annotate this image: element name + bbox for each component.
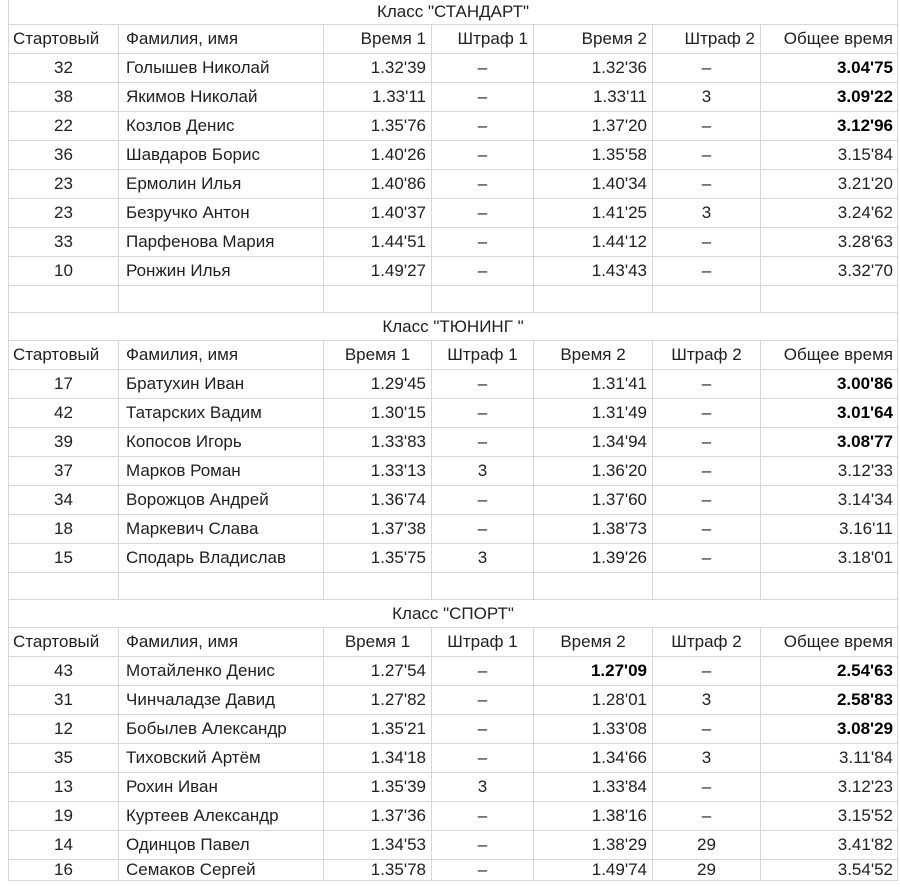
time-2-cell: 1.38'73 <box>534 515 653 544</box>
total-time-cell: 3.28'63 <box>761 228 898 257</box>
start-number-cell: 37 <box>9 457 119 486</box>
total-time-cell: 3.01'64 <box>761 399 898 428</box>
time-2-cell: 1.39'26 <box>534 544 653 573</box>
empty-separator-cell <box>761 286 898 313</box>
penalty-2-cell: – <box>653 170 761 199</box>
time-2-cell: 1.41'25 <box>534 199 653 228</box>
results-table-sport <box>8 600 898 881</box>
empty-separator-cell <box>119 573 324 600</box>
time-2-cell: 1.35'58 <box>534 141 653 170</box>
time-1-cell: 1.35'21 <box>324 715 432 744</box>
results-table-standart <box>8 0 898 313</box>
driver-name-cell: Бобылев Александр <box>119 715 324 744</box>
time-1-cell: 1.32'39 <box>324 54 432 83</box>
empty-separator-cell <box>324 286 432 313</box>
penalty-2-cell: 3 <box>653 199 761 228</box>
penalty-2-cell: 29 <box>653 831 761 860</box>
time-2-cell: 1.38'16 <box>534 802 653 831</box>
driver-name-cell: Парфенова Мария <box>119 228 324 257</box>
penalty-1-cell: – <box>432 141 534 170</box>
penalty-2-cell: – <box>653 544 761 573</box>
penalty-1-cell: – <box>432 686 534 715</box>
penalty-2-cell: – <box>653 457 761 486</box>
start-number-cell: 13 <box>9 773 119 802</box>
time-2-cell: 1.32'36 <box>534 54 653 83</box>
time-2-cell: 1.31'49 <box>534 399 653 428</box>
empty-separator-cell <box>9 286 119 313</box>
time-2-cell: 1.28'01 <box>534 686 653 715</box>
column-header-start-number: Стартовый <box>9 628 119 657</box>
driver-name-cell: Козлов Денис <box>119 112 324 141</box>
total-time-cell: 3.16'11 <box>761 515 898 544</box>
time-1-cell: 1.27'54 <box>324 657 432 686</box>
time-1-cell: 1.29'45 <box>324 370 432 399</box>
total-time-cell: 3.09'22 <box>761 83 898 112</box>
start-number-cell: 15 <box>9 544 119 573</box>
time-1-cell: 1.40'26 <box>324 141 432 170</box>
driver-name-cell: Куртеев Александр <box>119 802 324 831</box>
penalty-1-cell: – <box>432 831 534 860</box>
penalty-1-cell: 3 <box>432 773 534 802</box>
driver-name-cell: Якимов Николай <box>119 83 324 112</box>
penalty-2-cell: – <box>653 112 761 141</box>
total-time-cell: 3.15'52 <box>761 802 898 831</box>
total-time-cell: 3.18'01 <box>761 544 898 573</box>
start-number-cell: 14 <box>9 831 119 860</box>
driver-name-cell: Сподарь Владислав <box>119 544 324 573</box>
time-1-cell: 1.30'15 <box>324 399 432 428</box>
driver-name-cell: Семаков Сергей <box>119 860 324 881</box>
penalty-2-cell: – <box>653 715 761 744</box>
start-number-cell: 18 <box>9 515 119 544</box>
table-title-standart: Класс "СТАНДАРТ" <box>9 0 898 25</box>
driver-name-cell: Маркевич Слава <box>119 515 324 544</box>
start-number-cell: 43 <box>9 657 119 686</box>
time-1-cell: 1.35'75 <box>324 544 432 573</box>
column-header-penalty-2: Штраф 2 <box>653 25 761 54</box>
column-header-driver-name: Фамилия, имя <box>119 341 324 370</box>
penalty-2-cell: – <box>653 228 761 257</box>
column-header-time-2: Время 2 <box>534 25 653 54</box>
time-2-cell: 1.44'12 <box>534 228 653 257</box>
column-header-driver-name: Фамилия, имя <box>119 628 324 657</box>
penalty-2-cell: 29 <box>653 860 761 881</box>
driver-name-cell: Татарских Вадим <box>119 399 324 428</box>
penalty-2-cell: – <box>653 428 761 457</box>
start-number-cell: 16 <box>9 860 119 881</box>
empty-separator-cell <box>119 286 324 313</box>
column-header-penalty-1: Штраф 1 <box>432 25 534 54</box>
empty-separator-cell <box>9 573 119 600</box>
column-header-time-1: Время 1 <box>324 341 432 370</box>
penalty-1-cell: – <box>432 228 534 257</box>
driver-name-cell: Голышев Николай <box>119 54 324 83</box>
penalty-2-cell: 3 <box>653 686 761 715</box>
start-number-cell: 39 <box>9 428 119 457</box>
time-2-cell: 1.34'94 <box>534 428 653 457</box>
start-number-cell: 23 <box>9 199 119 228</box>
penalty-1-cell: – <box>432 170 534 199</box>
time-2-cell: 1.31'41 <box>534 370 653 399</box>
start-number-cell: 36 <box>9 141 119 170</box>
penalty-1-cell: – <box>432 715 534 744</box>
total-time-cell: 3.41'82 <box>761 831 898 860</box>
total-time-cell: 2.54'63 <box>761 657 898 686</box>
penalty-2-cell: – <box>653 54 761 83</box>
column-header-time-1: Время 1 <box>324 628 432 657</box>
total-time-cell: 3.08'29 <box>761 715 898 744</box>
penalty-1-cell: – <box>432 802 534 831</box>
penalty-2-cell: – <box>653 657 761 686</box>
empty-separator-cell <box>653 573 761 600</box>
empty-separator-cell <box>324 573 432 600</box>
time-1-cell: 1.37'36 <box>324 802 432 831</box>
driver-name-cell: Шавдаров Борис <box>119 141 324 170</box>
penalty-2-cell: 3 <box>653 744 761 773</box>
driver-name-cell: Братухин Иван <box>119 370 324 399</box>
time-2-cell: 1.27'09 <box>534 657 653 686</box>
total-time-cell: 3.21'20 <box>761 170 898 199</box>
driver-name-cell: Ронжин Илья <box>119 257 324 286</box>
column-header-driver-name: Фамилия, имя <box>119 25 324 54</box>
penalty-1-cell: – <box>432 744 534 773</box>
start-number-cell: 12 <box>9 715 119 744</box>
driver-name-cell: Марков Роман <box>119 457 324 486</box>
time-1-cell: 1.35'78 <box>324 860 432 881</box>
column-header-start-number: Стартовый <box>9 25 119 54</box>
time-1-cell: 1.40'86 <box>324 170 432 199</box>
driver-name-cell: Ермолин Илья <box>119 170 324 199</box>
total-time-cell: 3.15'84 <box>761 141 898 170</box>
penalty-1-cell: 3 <box>432 457 534 486</box>
table-title-sport: Класс "СПОРТ" <box>9 600 898 628</box>
start-number-cell: 23 <box>9 170 119 199</box>
penalty-1-cell: 3 <box>432 544 534 573</box>
start-number-cell: 17 <box>9 370 119 399</box>
start-number-cell: 10 <box>9 257 119 286</box>
start-number-cell: 19 <box>9 802 119 831</box>
driver-name-cell: Одинцов Павел <box>119 831 324 860</box>
time-1-cell: 1.35'39 <box>324 773 432 802</box>
empty-separator-cell <box>534 573 653 600</box>
penalty-2-cell: – <box>653 802 761 831</box>
empty-separator-cell <box>534 286 653 313</box>
time-1-cell: 1.34'18 <box>324 744 432 773</box>
total-time-cell: 3.00'86 <box>761 370 898 399</box>
empty-separator-cell <box>432 286 534 313</box>
column-header-penalty-2: Штраф 2 <box>653 341 761 370</box>
time-1-cell: 1.33'13 <box>324 457 432 486</box>
total-time-cell: 3.04'75 <box>761 54 898 83</box>
time-1-cell: 1.33'83 <box>324 428 432 457</box>
column-header-total-time: Общее время <box>761 25 898 54</box>
penalty-1-cell: – <box>432 657 534 686</box>
column-header-penalty-1: Штраф 1 <box>432 628 534 657</box>
start-number-cell: 32 <box>9 54 119 83</box>
time-1-cell: 1.44'51 <box>324 228 432 257</box>
total-time-cell: 3.14'34 <box>761 486 898 515</box>
time-1-cell: 1.36'74 <box>324 486 432 515</box>
time-2-cell: 1.43'43 <box>534 257 653 286</box>
total-time-cell: 3.11'84 <box>761 744 898 773</box>
time-1-cell: 1.40'37 <box>324 199 432 228</box>
driver-name-cell: Мотайленко Денис <box>119 657 324 686</box>
column-header-time-1: Время 1 <box>324 25 432 54</box>
column-header-penalty-2: Штраф 2 <box>653 628 761 657</box>
penalty-1-cell: – <box>432 54 534 83</box>
start-number-cell: 35 <box>9 744 119 773</box>
total-time-cell: 3.12'96 <box>761 112 898 141</box>
penalty-1-cell: – <box>432 83 534 112</box>
penalty-1-cell: – <box>432 199 534 228</box>
start-number-cell: 31 <box>9 686 119 715</box>
time-2-cell: 1.38'29 <box>534 831 653 860</box>
column-header-time-2: Время 2 <box>534 341 653 370</box>
empty-separator-cell <box>432 573 534 600</box>
driver-name-cell: Ворожцов Андрей <box>119 486 324 515</box>
penalty-1-cell: – <box>432 257 534 286</box>
column-header-time-2: Время 2 <box>534 628 653 657</box>
start-number-cell: 38 <box>9 83 119 112</box>
penalty-1-cell: – <box>432 486 534 515</box>
time-2-cell: 1.33'08 <box>534 715 653 744</box>
driver-name-cell: Копосов Игорь <box>119 428 324 457</box>
empty-separator-cell <box>653 286 761 313</box>
total-time-cell: 3.54'52 <box>761 860 898 881</box>
penalty-1-cell: – <box>432 515 534 544</box>
penalty-1-cell: – <box>432 860 534 881</box>
time-1-cell: 1.34'53 <box>324 831 432 860</box>
time-2-cell: 1.37'60 <box>534 486 653 515</box>
time-2-cell: 1.36'20 <box>534 457 653 486</box>
time-2-cell: 1.33'11 <box>534 83 653 112</box>
total-time-cell: 3.24'62 <box>761 199 898 228</box>
time-2-cell: 1.37'20 <box>534 112 653 141</box>
total-time-cell: 2.58'83 <box>761 686 898 715</box>
penalty-2-cell: – <box>653 773 761 802</box>
penalty-1-cell: – <box>432 112 534 141</box>
time-1-cell: 1.49'27 <box>324 257 432 286</box>
start-number-cell: 34 <box>9 486 119 515</box>
column-header-total-time: Общее время <box>761 628 898 657</box>
driver-name-cell: Безручко Антон <box>119 199 324 228</box>
penalty-1-cell: – <box>432 428 534 457</box>
column-header-total-time: Общее время <box>761 341 898 370</box>
results-table-tuning <box>8 313 898 600</box>
penalty-1-cell: – <box>432 370 534 399</box>
total-time-cell: 3.08'77 <box>761 428 898 457</box>
start-number-cell: 33 <box>9 228 119 257</box>
table-title-tuning: Класс "ТЮНИНГ " <box>9 313 898 341</box>
penalty-2-cell: – <box>653 257 761 286</box>
start-number-cell: 22 <box>9 112 119 141</box>
driver-name-cell: Тиховский Артём <box>119 744 324 773</box>
time-1-cell: 1.33'11 <box>324 83 432 112</box>
driver-name-cell: Рохин Иван <box>119 773 324 802</box>
penalty-2-cell: 3 <box>653 83 761 112</box>
penalty-2-cell: – <box>653 370 761 399</box>
penalty-2-cell: – <box>653 515 761 544</box>
total-time-cell: 3.32'70 <box>761 257 898 286</box>
driver-name-cell: Чинчаладзе Давид <box>119 686 324 715</box>
penalty-1-cell: – <box>432 399 534 428</box>
time-2-cell: 1.49'74 <box>534 860 653 881</box>
time-2-cell: 1.34'66 <box>534 744 653 773</box>
time-1-cell: 1.37'38 <box>324 515 432 544</box>
column-header-penalty-1: Штраф 1 <box>432 341 534 370</box>
column-header-start-number: Стартовый <box>9 341 119 370</box>
penalty-2-cell: – <box>653 399 761 428</box>
time-2-cell: 1.33'84 <box>534 773 653 802</box>
time-1-cell: 1.35'76 <box>324 112 432 141</box>
penalty-2-cell: – <box>653 486 761 515</box>
total-time-cell: 3.12'33 <box>761 457 898 486</box>
start-number-cell: 42 <box>9 399 119 428</box>
total-time-cell: 3.12'23 <box>761 773 898 802</box>
penalty-2-cell: – <box>653 141 761 170</box>
time-2-cell: 1.40'34 <box>534 170 653 199</box>
empty-separator-cell <box>761 573 898 600</box>
time-1-cell: 1.27'82 <box>324 686 432 715</box>
